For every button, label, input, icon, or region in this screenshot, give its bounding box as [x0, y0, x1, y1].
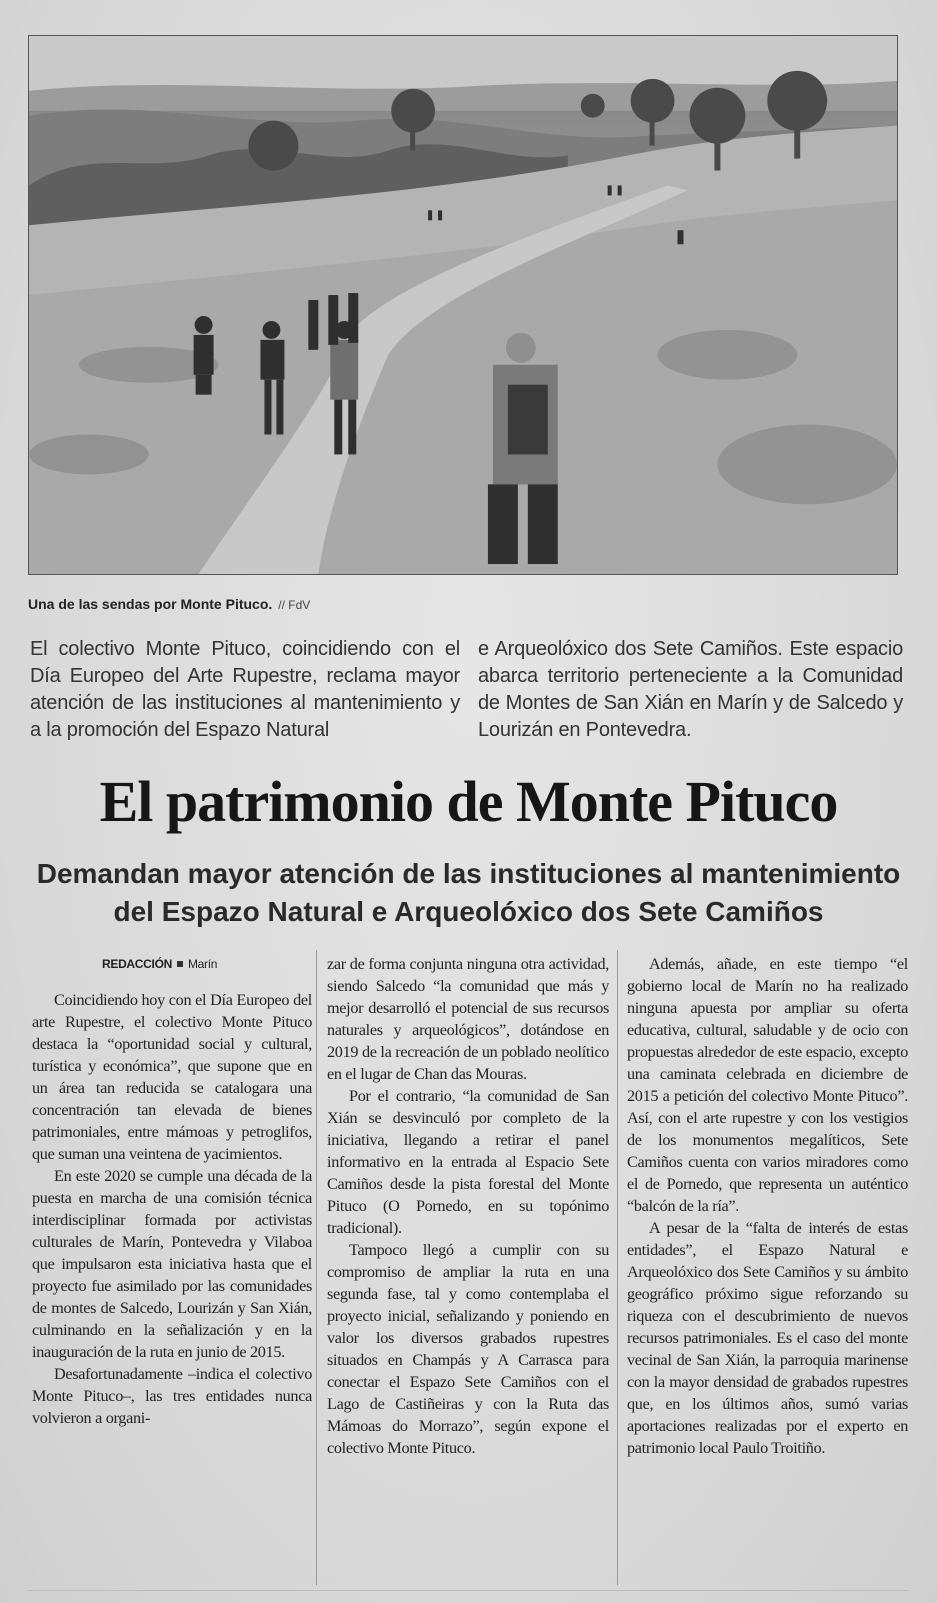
paragraph: Desafortunadamente –indica el colectivo Monte Pituco–, las tres entidades nunca volvieron a organi- — [32, 1365, 312, 1427]
lead-paragraph-left: El colectivo Monte Pituco, coincidiendo con el Día Europeo del Arte Rupestre, reclama mayor atención de las instituciones al mantenimiento y a la promoción del Espazo Natural — [30, 638, 460, 741]
paragraph: Tampoco llegó a cumplir con su compromiso de ampliar la ruta en una segunda fase, tal y como contemplaba el proyecto inicial, señalizando y poniendo en valor los diversos grabados rupestres situados en Champás y A Carrasca para conectar el Espazo Sete Camiños con el Lago de Castiñeiras y con la Ruta das Mámoas do Morrazo”, según expone el colectivo Monte Pituco. — [327, 1241, 609, 1457]
byline-author: REDACCIÓN — [102, 957, 172, 971]
body-column-2 — [327, 953, 609, 1459]
body-column-1 — [32, 953, 312, 1429]
hikers-photo — [28, 35, 898, 575]
body-column-3 — [627, 953, 908, 1459]
column-divider — [617, 950, 618, 1585]
byline — [102, 953, 312, 975]
column-divider — [316, 950, 317, 1585]
lead-paragraph-right: e Arqueolóxico dos Sete Camiños. Este espacio abarca territorio perteneciente a la Comunidad de Montes de San Xián en Marín y de Salcedo y Lourizán en Pontevedra. — [478, 638, 903, 741]
paragraph: zar de forma conjunta ninguna otra actividad, siendo Salcedo “la comunidad que más y mejor desarrolló el potencial de sus recursos naturales y arqueológicos”, dotándose en 2019 de la recreación de un poblado neolítico en el lugar de Chan das Mouras. — [327, 955, 609, 1083]
paragraph: En este 2020 se cumple una década de la puesta en marcha de una comisión técnica interdisciplinar formada por activistas culturales de Marín, Pontevedra y Vilaboa que impulsaron esta iniciativa hasta que el proyecto fue asimilado por las comunidades de montes de Salcedo, Lourizán y San Xián, culminando en la señalización y en la inauguración de la ruta en junio de 2015. — [32, 1167, 312, 1361]
paragraph: Por el contrario, “la comunidad de San Xián se desvinculó por completo de la iniciativa, llegando a retirar el panel informativo en la entrada al Espacio Sete Camiños desde la pista forestal del Monte Pituco (O Pornedo, en su topónimo tradicional). — [327, 1087, 609, 1237]
paragraph: A pesar de la “falta de interés de estas entidades”, el Espazo Natural e Arqueolóxico dos Sete Camiños y su ámbito geográfico próximo sigue reforzando su riqueza con el descubrimiento de nuevos recursos patrimoniales. Es el caso del monte vecinal de San Xián, la parroquia marinense con la mayor densidad de grabados rupestres que, en los últimos años, sumó varias aportaciones realizadas por el experto en patrimonio local Paulo Troitiño. — [627, 1219, 908, 1457]
caption-text: Una de las sendas por Monte Pituco. — [28, 596, 273, 612]
square-bullet-icon — [177, 961, 183, 967]
paragraph: Coincidiendo hoy con el Día Europeo del arte Rupestre, el colectivo Monte Pituco destaca la “oportunidad social y cultural, turística y económica”, que supone que en un área tan reducida se catalogara una concentración tan elevada de bienes patrimoniales, entre mámoas y petroglifos, que suman una veintena de yacimientos. — [32, 991, 312, 1163]
caption-credit: // FdV — [278, 598, 311, 612]
bottom-rule — [28, 1590, 908, 1591]
paragraph: Además, añade, en este tiempo “el gobierno local de Marín no ha realizado ninguna apuesta por ampliar su oferta educativa, cultural, saludable y de ocio con propuestas alrededor de este espacio, excepto una caminata celebrada en diciembre de 2015 a petición del colectivo Monte Pituco”. Así, con el arte rupestre y con los vestigios de los monumentos megalíticos, Sete Camiños cuenta con varios miradores como el de Pornedo, que representa un auténtico “balcón de la ría”. — [627, 955, 908, 1215]
photo-caption — [28, 596, 898, 612]
article-headline: El patrimonio de Monte Pituco — [99, 769, 838, 834]
article-subheadline: Demandan mayor atención de las instituciones al mantenimiento del Espazo Natural e Arqueolóxico dos Sete Camiños — [36, 858, 901, 927]
hikers-photo-graphic — [29, 36, 897, 574]
byline-place: Marín — [187, 957, 218, 971]
